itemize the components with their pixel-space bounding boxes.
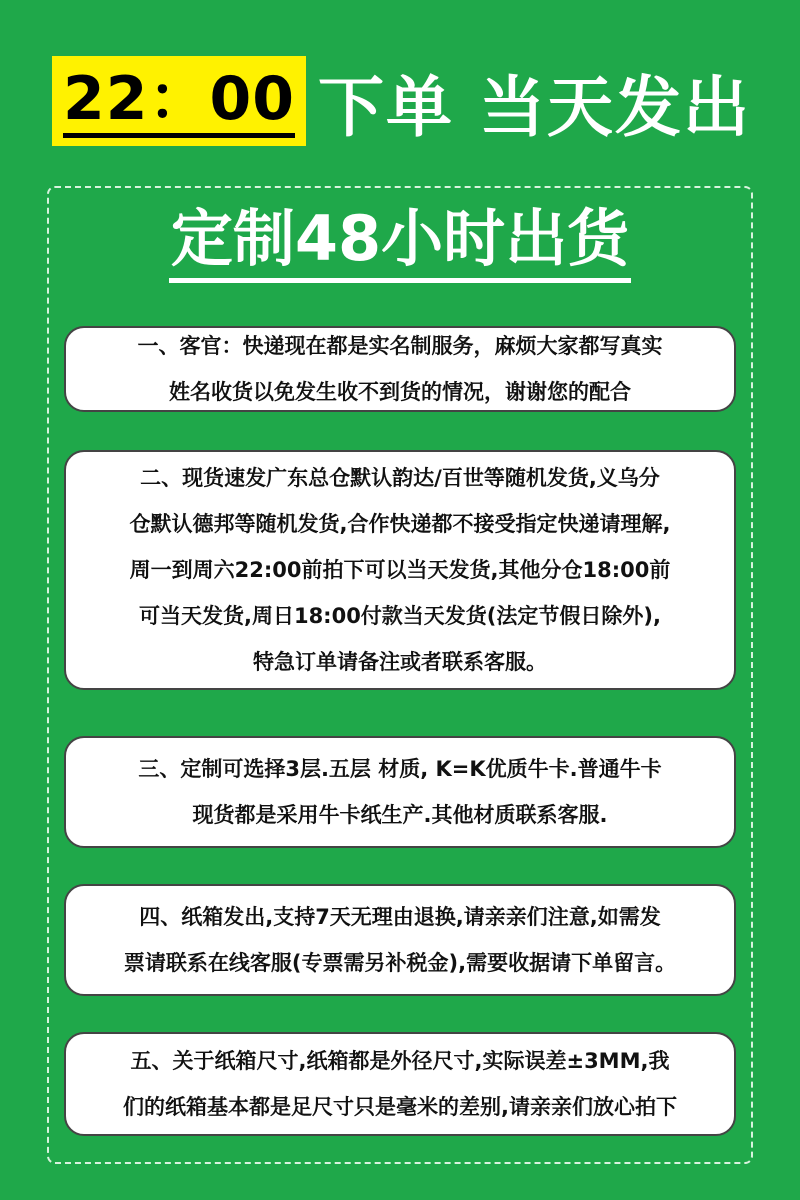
headline: 下单 当天发出 — [318, 68, 751, 146]
note-card-3 — [64, 736, 736, 848]
note-text-4: 四、纸箱发出,支持7天无理由退换,请亲亲们注意,如需发 票请联系在线客服(专票需另补税金),需要收据请下单留言。 — [123, 905, 677, 975]
note-text-5: 五、关于纸箱尺寸,纸箱都是外径尺寸,实际误差±3MM,我 们的纸箱基本都是足尺寸只是毫米的差别,请亲亲们放心拍下 — [123, 1049, 677, 1119]
note-text-3: 三、定制可选择3层.五层 材质, K=K优质牛卡.普通牛卡 现货都是采用牛卡纸生产.其他材质联系客服. — [138, 757, 662, 827]
note-text-1: 一、客官：快递现在都是实名制服务，麻烦大家都写真实 姓名收货以免发生收不到货的情况，谢谢您的配合 — [137, 334, 663, 404]
note-card-5 — [64, 1032, 736, 1136]
note-card-4 — [64, 884, 736, 996]
panel-title — [0, 200, 800, 283]
time-text: 22：00 — [63, 65, 295, 138]
time-badge — [52, 56, 306, 146]
panel-title-text: 定制48小时出货 — [169, 200, 631, 283]
note-text-2: 二、现货速发广东总仓默认韵达/百世等随机发货,义乌分 仓默认德邦等随机发货,合作快递都不接受指定快递请理解, 周一到周六22:00前拍下可以当天发货,其他分仓18:00前 可当天发货,周日18:00付款当天发货(法定节假日除外), 特急订单请备注或者联系客服。 — [129, 466, 671, 674]
note-card-1 — [64, 326, 736, 412]
note-card-2 — [64, 450, 736, 690]
